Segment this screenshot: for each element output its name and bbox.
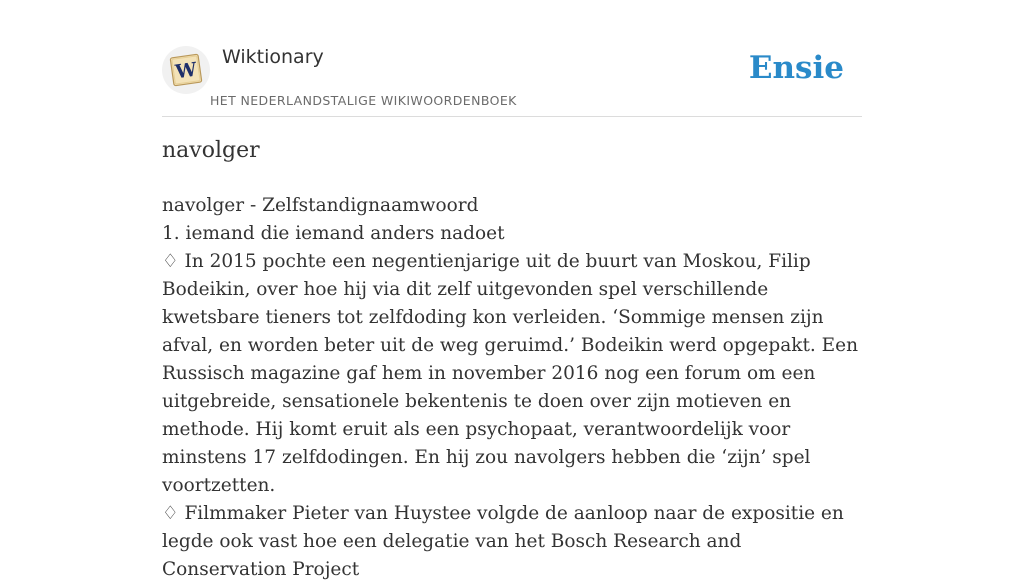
page-title: navolger (162, 138, 260, 163)
logo-letter: W (174, 58, 199, 84)
example-sentence: ♢ Filmmaker Pieter van Huystee volgde de aanloop naar de expositie en legde ook vast hoe een delegatie van het Bosch Research and Conservation Project (162, 503, 844, 580)
definition: 1. iemand die iemand anders nadoet (162, 223, 505, 244)
wiktionary-tile-icon (162, 46, 210, 94)
wiktionary-logo-icon[interactable] (162, 46, 210, 94)
example-sentence: ♢ In 2015 pochte een negentienjarige uit de buurt van Moskou, Filip Bodeikin, over hoe hij via dit zelf uitgevonden spel verschillende kwetsbare tieners tot zelfdoding kon verleiden. ‘Sommige mensen zijn afval, en worden beter uit de weg geruimd.’ Bodeikin werd opgepakt. Een Russisch magazine gaf hem in november 2016 nog een forum om een uitgebreide, sensationele bekentenis te doen over zijn motieven en methode. Hij komt eruit als een psychopaat, verantwoordelijk voor minstens 17 zelfdodingen. En hij zou navolgers hebben die ‘zijn’ spel voortzetten. (162, 251, 859, 496)
part-of-speech-line: navolger - Zelfstandignaamwoord (162, 195, 479, 216)
ensie-brand-link[interactable]: Ensie (748, 50, 844, 86)
entry-body (162, 192, 862, 584)
site-name[interactable]: Wiktionary (222, 46, 324, 68)
site-tagline: HET NEDERLANDSTALIGE WIKIWOORDENBOEK (210, 93, 517, 108)
site-header (162, 40, 862, 117)
